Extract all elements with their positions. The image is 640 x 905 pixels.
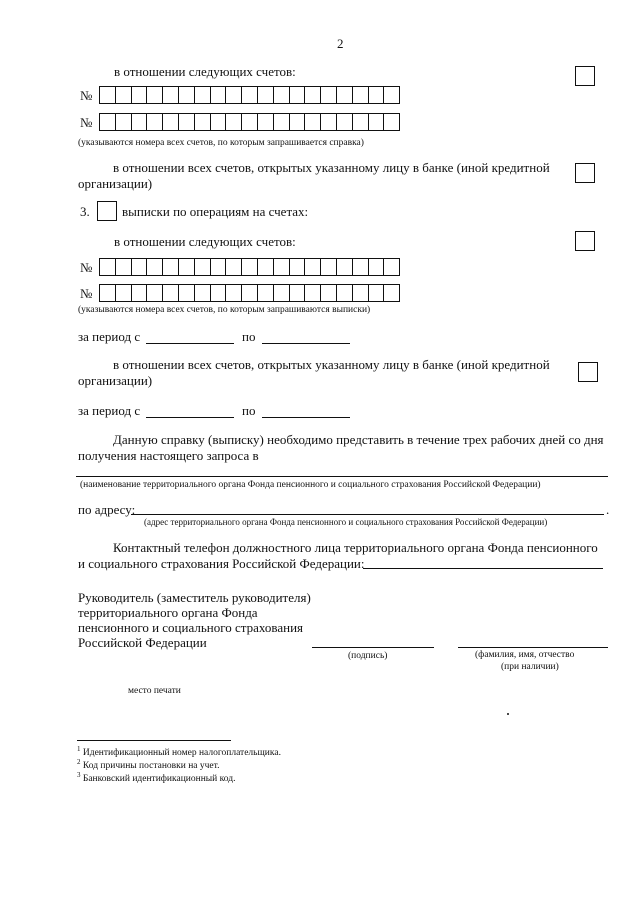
digit-cell[interactable] [353,86,369,104]
all-accounts-2-text-line2: организации) [78,373,153,388]
digit-cell[interactable] [163,284,179,302]
head-title-line4: Российской Федерации [78,635,207,650]
account-number-symbol: № [80,115,93,130]
fio-caption-line1: (фамилия, имя, отчество [475,650,575,660]
digit-cell[interactable] [337,113,353,131]
contact-line2: и социального страхования Российской Федерации: [78,556,365,571]
digit-cell[interactable] [258,113,274,131]
digit-cell[interactable] [353,113,369,131]
digit-cell[interactable] [242,284,258,302]
digit-cell[interactable] [147,86,163,104]
account-number-grid[interactable] [99,258,400,276]
account-number-symbol: № [80,260,93,275]
digit-cell[interactable] [274,284,290,302]
specific-accounts-2-checkbox[interactable] [575,231,595,251]
deadline-line1: Данную справку (выписку) необходимо представить в течение трех рабочих дней со дня [113,432,604,447]
digit-cell[interactable] [179,284,195,302]
period1-to-field[interactable] [262,343,350,344]
digit-cell[interactable] [337,258,353,276]
digit-cell[interactable] [258,284,274,302]
address-label: по адресу: [78,502,136,517]
fio-caption-line2: (при наличии) [501,662,559,672]
digit-cell[interactable] [179,258,195,276]
all-accounts-2-text-line1: в отношении всех счетов, открытых указанному лицу в банке (иной кредитной [113,357,550,372]
period2-to-field[interactable] [262,417,350,418]
digit-cell[interactable] [337,86,353,104]
contact-phone-field[interactable] [363,568,603,569]
digit-cell[interactable] [132,86,148,104]
digit-cell[interactable] [116,284,132,302]
head-title-line2: территориального органа Фонда [78,605,258,620]
digit-cell[interactable] [116,86,132,104]
period2-from-label: за период с [78,403,141,418]
period1-from-label: за период с [78,329,141,344]
footnote-1: $^1$ Идентификационный номер налогоплательщика. [77,745,281,759]
page-number: 2 [337,36,344,51]
digit-cell[interactable] [258,86,274,104]
digit-cell[interactable] [274,86,290,104]
digit-cell[interactable] [290,113,306,131]
period1-from-field[interactable] [146,343,234,344]
digit-cell[interactable] [147,113,163,131]
digit-cell[interactable] [100,86,116,104]
digit-cell[interactable] [211,284,227,302]
digit-cell[interactable] [369,284,385,302]
footnote-2: $^2$ Код причины постановки на учет. [77,758,220,772]
digit-cell[interactable] [384,113,400,131]
digit-cell[interactable] [179,113,195,131]
digit-cell[interactable] [305,284,321,302]
all-accounts-checkbox[interactable] [575,163,595,183]
digit-cell[interactable] [305,86,321,104]
account-number-grid[interactable] [99,284,400,302]
deadline-line2: получения настоящего запроса в [78,448,259,463]
digit-cell[interactable] [211,258,227,276]
org-name-field[interactable] [76,476,608,477]
digit-cell[interactable] [195,258,211,276]
digit-cell[interactable] [147,258,163,276]
digit-cell[interactable] [384,284,400,302]
item3-checkbox[interactable] [97,201,117,221]
digit-cell[interactable] [132,284,148,302]
specific-accounts-2-note: (указываются номера всех счетов, по которым запрашиваются выписки) [78,305,371,315]
stray-dot [507,713,509,715]
digit-cell[interactable] [321,258,337,276]
account-number-grid[interactable] [99,86,400,104]
digit-cell[interactable] [321,113,337,131]
all-accounts-text-line1: в отношении всех счетов, открытых указанному лицу в банке (иной кредитной [113,160,550,175]
item3-label: выписки по операциям на счетах: [122,204,309,219]
specific-accounts-note: (указываются номера всех счетов, по которым запрашивается справка) [78,138,364,148]
footnote-separator [77,740,231,741]
digit-cell[interactable] [211,86,227,104]
signature-field[interactable] [312,647,434,648]
digit-cell[interactable] [163,258,179,276]
digit-cell[interactable] [195,86,211,104]
digit-cell[interactable] [211,113,227,131]
all-accounts-text-line2: организации) [78,176,153,191]
digit-cell[interactable] [100,284,116,302]
digit-cell[interactable] [147,284,163,302]
item3-number: 3. [80,204,90,219]
digit-cell[interactable] [226,258,242,276]
digit-cell[interactable] [163,113,179,131]
address-dot: . [606,502,610,517]
head-title-line1: Руководитель (заместитель руководителя) [78,590,311,605]
account-number-symbol: № [80,88,93,103]
digit-cell[interactable] [384,86,400,104]
account-number-symbol: № [80,286,93,301]
specific-accounts-checkbox[interactable] [575,66,595,86]
digit-cell[interactable] [369,86,385,104]
digit-cell[interactable] [116,113,132,131]
fio-field[interactable] [458,647,608,648]
digit-cell[interactable] [290,86,306,104]
digit-cell[interactable] [369,258,385,276]
digit-cell[interactable] [226,113,242,131]
specific-accounts-label: в отношении следующих счетов: [114,64,296,79]
period1-to-label: по [242,329,256,344]
address-caption: (адрес территориального органа Фонда пенсионного и социального страхования Российской Федерации) [144,517,548,527]
digit-cell[interactable] [132,113,148,131]
footnote-3: $^3$ Банковский идентификационный код. [77,771,236,785]
digit-cell[interactable] [274,258,290,276]
digit-cell[interactable] [305,258,321,276]
digit-cell[interactable] [132,258,148,276]
address-field[interactable] [131,514,604,515]
digit-cell[interactable] [100,258,116,276]
digit-cell[interactable] [195,113,211,131]
digit-cell[interactable] [116,258,132,276]
digit-cell[interactable] [353,258,369,276]
org-name-caption: (наименование территориального органа Фонда пенсионного и социального страхования Российской Федерации) [80,480,541,490]
seal-place: место печати [128,686,181,696]
digit-cell[interactable] [321,86,337,104]
head-title-line3: пенсионного и социального страхования [78,620,304,635]
digit-cell[interactable] [242,113,258,131]
digit-cell[interactable] [242,86,258,104]
digit-cell[interactable] [369,113,385,131]
digit-cell[interactable] [290,258,306,276]
digit-cell[interactable] [305,113,321,131]
digit-cell[interactable] [274,113,290,131]
digit-cell[interactable] [100,113,116,131]
contact-line1: Контактный телефон должностного лица территориального органа Фонда пенсионного [113,540,598,555]
digit-cell[interactable] [226,86,242,104]
digit-cell[interactable] [258,258,274,276]
digit-cell[interactable] [337,284,353,302]
specific-accounts-2-label: в отношении следующих счетов: [114,234,296,249]
digit-cell[interactable] [353,284,369,302]
digit-cell[interactable] [179,86,195,104]
account-number-grid[interactable] [99,113,400,131]
digit-cell[interactable] [226,284,242,302]
digit-cell[interactable] [321,284,337,302]
all-accounts-2-checkbox[interactable] [578,362,598,382]
signature-caption: (подпись) [348,651,388,661]
digit-cell[interactable] [242,258,258,276]
digit-cell[interactable] [195,284,211,302]
digit-cell[interactable] [163,86,179,104]
digit-cell[interactable] [384,258,400,276]
period2-to-label: по [242,403,256,418]
digit-cell[interactable] [290,284,306,302]
period2-from-field[interactable] [146,417,234,418]
